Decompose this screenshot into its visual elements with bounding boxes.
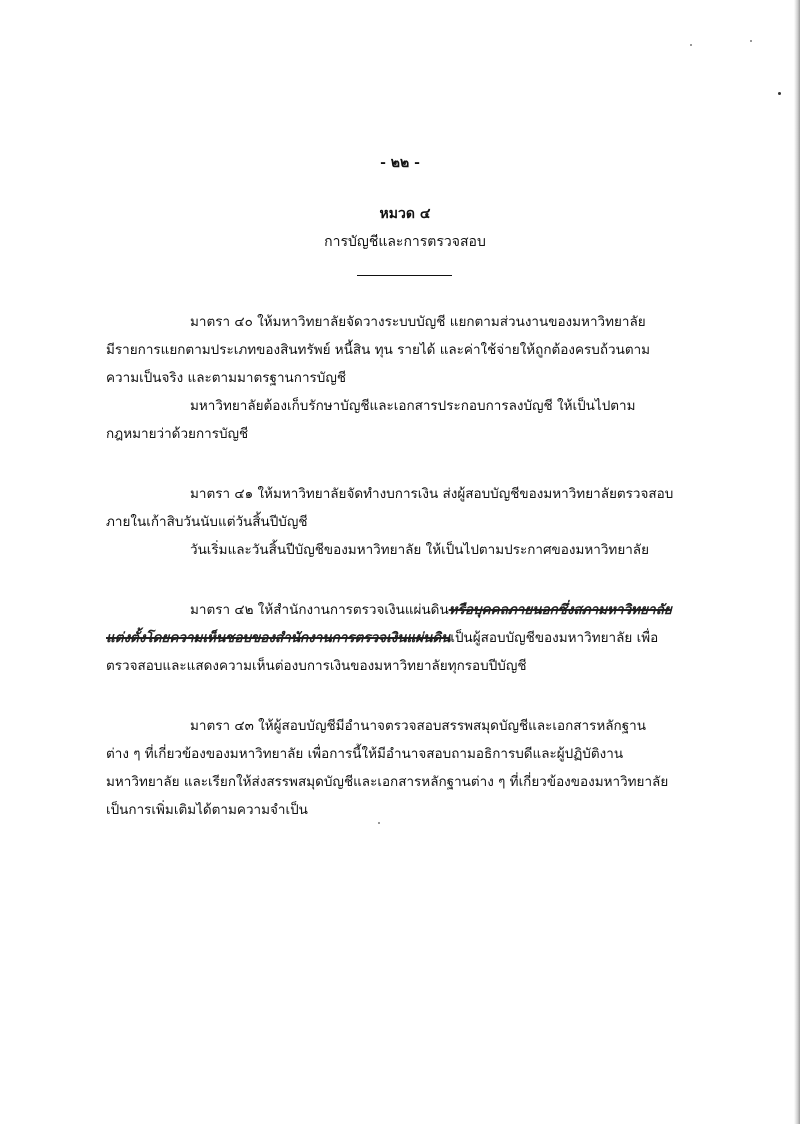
chapter-subtitle: การบัญชีและการตรวจสอบ bbox=[324, 234, 486, 250]
section-42-line-1-text: มาตรา ๔๒ ให้สำนักงานการตรวจเงินแผ่นดิน bbox=[190, 602, 449, 618]
section-43-line-4: เป็นการเพิ่มเติมได้ตามความจำเป็น bbox=[106, 802, 308, 818]
section-43-line-2: ต่าง ๆ ที่เกี่ยวข้องของมหาวิทยาลัย เพื่อการนี้ให้มีอำนาจสอบถามอธิการบดีและผู้ปฏิบัติงาน bbox=[106, 746, 624, 762]
section-42-line-3: ตรวจสอบและแสดงความเห็นต่องบการเงินของมหาวิทยาลัยทุกรอบปีบัญชี bbox=[106, 658, 527, 674]
section-41-line-3: วันเริ่มและวันสิ้นปีบัญชีของมหาวิทยาลัย ให้เป็นไปตามประกาศของมหาวิทยาลัย bbox=[190, 542, 649, 558]
section-41-line-2: ภายในเก้าสิบวันนับแต่วันสิ้นปีบัญชี bbox=[106, 514, 308, 530]
scan-speck bbox=[378, 822, 380, 824]
section-42-struck-text-2: แต่งตั้งโดยความเห็นชอบของสำนักงานการตรวจเงินแผ่นดิน bbox=[106, 630, 451, 646]
section-42-line-1 bbox=[190, 600, 672, 620]
section-42-struck-text: หรือบุคคลภายนอกซึ่งสภามหาวิทยาลัย bbox=[448, 602, 672, 618]
section-42-line-2 bbox=[106, 628, 658, 648]
scan-speck bbox=[750, 40, 752, 42]
section-41-line-1: มาตรา ๔๑ ให้มหาวิทยาลัยจัดทำงบการเงิน ส่งผู้สอบบัญชีของมหาวิทยาลัยตรวจสอบ bbox=[190, 486, 674, 502]
section-42-line-2-text: เป็นผู้สอบบัญชีของมหาวิทยาลัย เพื่อ bbox=[450, 630, 659, 646]
section-43-line-1: มาตรา ๔๓ ให้ผู้สอบบัญชีมีอำนาจตรวจสอบสรรพสมุดบัญชีและเอกสารหลักฐาน bbox=[190, 718, 646, 734]
scan-speck bbox=[778, 92, 781, 95]
section-43-line-3: มหาวิทยาลัย และเรียกให้ส่งสรรพสมุดบัญชีและเอกสารหลักฐานต่าง ๆ ที่เกี่ยวข้องของมหาวิทยาลัย bbox=[106, 774, 669, 790]
section-40-line-5: กฎหมายว่าด้วยการบัญชี bbox=[106, 426, 249, 442]
scan-speck bbox=[690, 44, 692, 46]
section-40-line-4: มหาวิทยาลัยต้องเก็บรักษาบัญชีและเอกสารประกอบการลงบัญชี ให้เป็นไปตาม bbox=[190, 398, 636, 414]
section-40-line-1: มาตรา ๔๐ ให้มหาวิทยาลัยจัดวางระบบบัญชี แยกตามส่วนงานของมหาวิทยาลัย bbox=[190, 314, 646, 330]
chapter-title: หมวด ๔ bbox=[379, 206, 431, 222]
section-40-line-3: ความเป็นจริง และตามมาตรฐานการบัญชี bbox=[106, 370, 347, 386]
section-40-line-2: มีรายการแยกตามประเภทของสินทรัพย์ หนี้สิน ทุน รายได้ และค่าใช้จ่ายให้ถูกต้องครบถ้วนตาม bbox=[106, 342, 651, 358]
page-number: - ๒๒ - bbox=[380, 155, 420, 171]
title-divider bbox=[357, 275, 452, 276]
